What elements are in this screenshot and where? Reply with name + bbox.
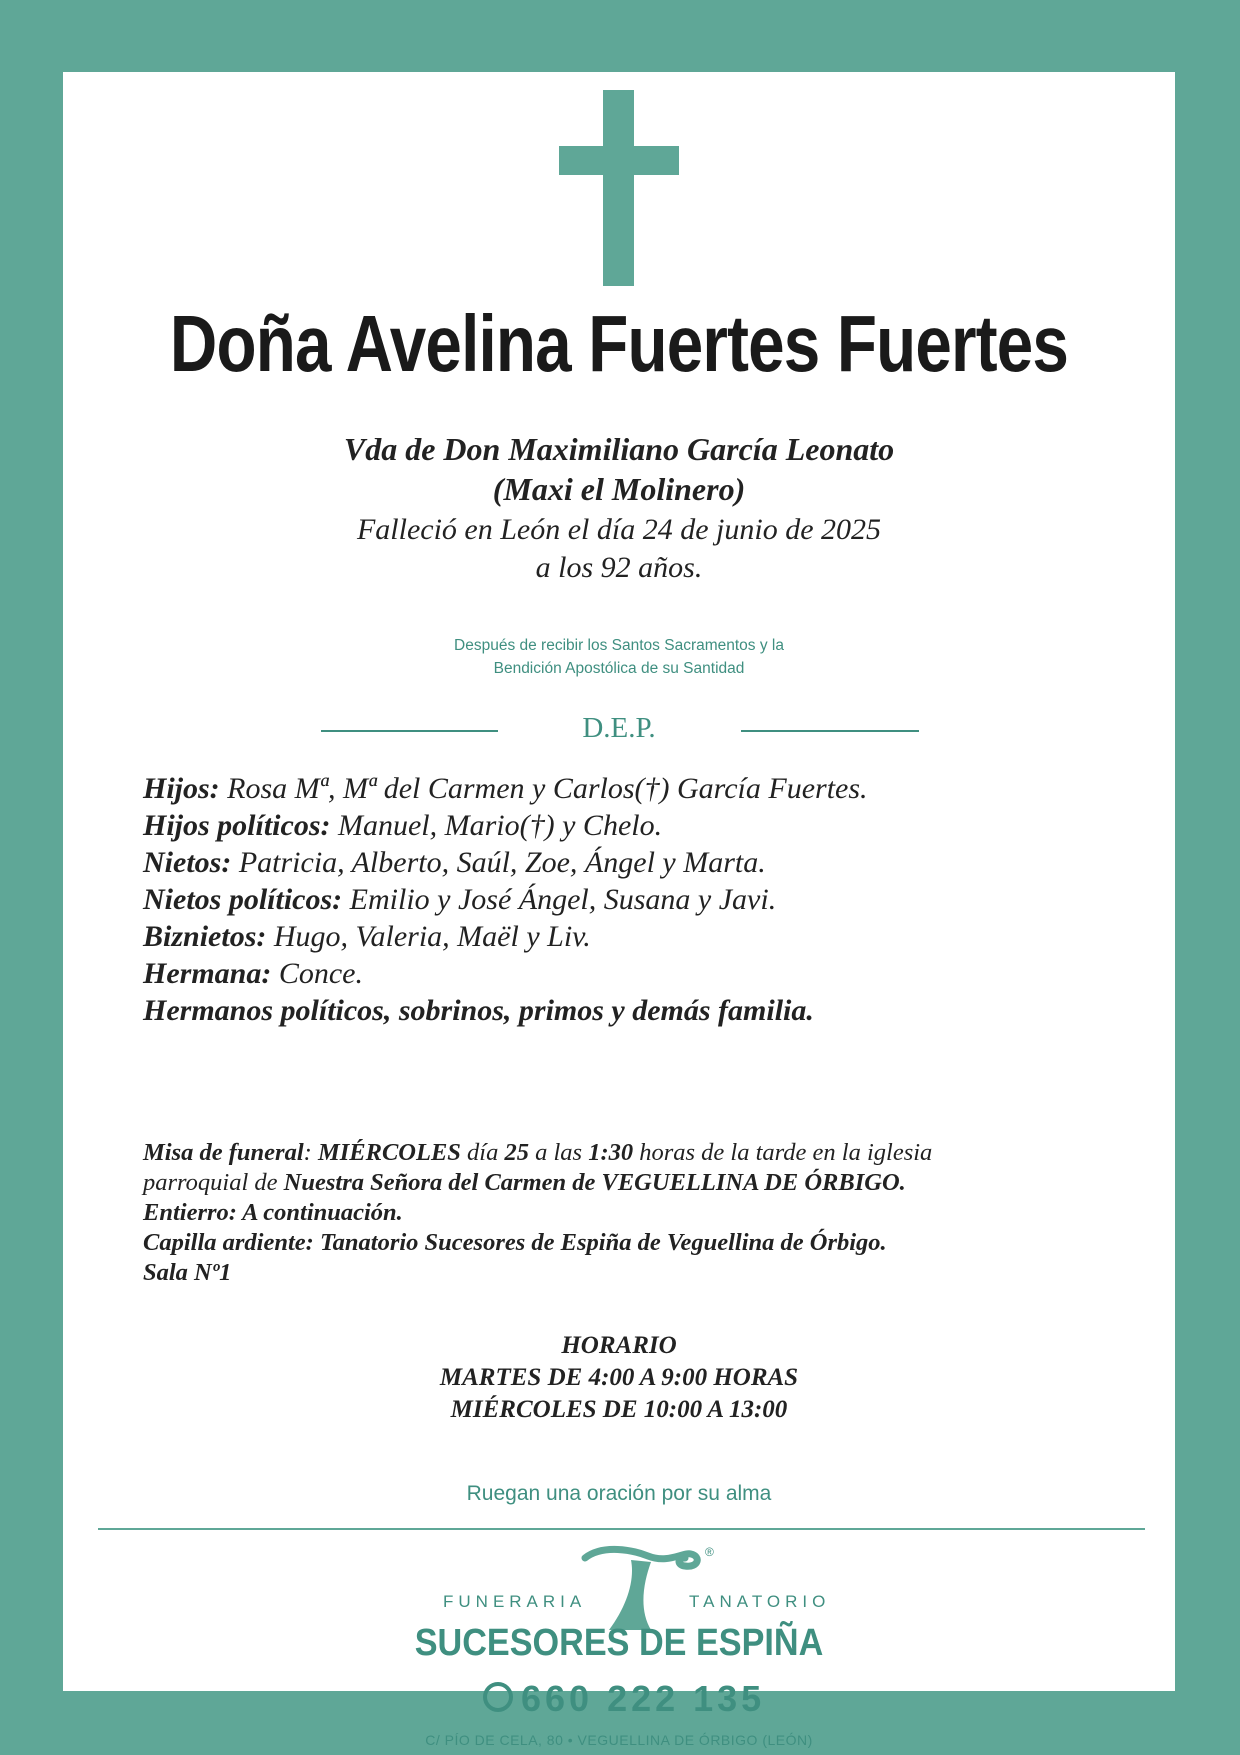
family-line xyxy=(143,770,1103,807)
family-names: Patricia, Alberto, Saúl, Zoe, Ángel y Marta. xyxy=(231,846,766,879)
schedule-title: HORARIO xyxy=(561,1332,677,1359)
sacraments-line-2: Bendición Apostólica de su Santidad xyxy=(493,660,745,677)
family-list xyxy=(143,770,1103,1029)
obituary-sheet xyxy=(63,72,1175,1748)
funeral-text: día xyxy=(460,1139,505,1166)
family-label: Hermana: xyxy=(143,957,272,990)
phone xyxy=(483,1678,783,1722)
family-line xyxy=(143,918,1103,955)
family-names: Rosa Mª, Mª del Carmen y Carlos(†) García Fuertes. xyxy=(219,772,868,805)
family-label: Nietos políticos: xyxy=(143,883,343,916)
dep-divider-right xyxy=(741,730,919,732)
family-names: Emilio y José Ángel, Susana y Javi. xyxy=(342,883,777,916)
funeral-line-1 xyxy=(143,1138,1143,1168)
registered-mark: ® xyxy=(705,1545,714,1559)
family-label: Hijos políticos: xyxy=(143,809,331,842)
phone-number: 660 222 135 xyxy=(521,1678,766,1719)
funeral-time: 1:30 xyxy=(588,1139,634,1166)
footer-divider xyxy=(98,1528,1145,1530)
family-line xyxy=(143,992,1103,1029)
sacraments-note xyxy=(63,634,1175,680)
cross-icon xyxy=(559,90,679,286)
funeral-text: parroquial de xyxy=(143,1169,284,1196)
prayer-request: Ruegan una oración por su alma xyxy=(466,1482,772,1505)
schedule xyxy=(63,1330,1175,1426)
schedule-line-2: MIÉRCOLES DE 10:00 A 13:00 xyxy=(450,1396,788,1423)
family-line xyxy=(143,955,1103,992)
funeral-date: 25 xyxy=(504,1139,529,1166)
funeral-details xyxy=(143,1138,1143,1288)
family-label: Hermanos políticos, sobrinos, primos y demás familia. xyxy=(143,994,814,1027)
death-notice: Falleció en León el día 24 de junio de 2025 xyxy=(356,513,882,546)
funeral-text: horas de la tarde en la iglesia xyxy=(633,1139,933,1166)
tanatorio-label: TANATORIO xyxy=(689,1592,831,1611)
funeral-church: Nuestra Señora del Carmen de VEGUELLINA DE ÓRBIGO. xyxy=(283,1169,906,1196)
funeral-line-2 xyxy=(143,1168,1143,1198)
nickname: (Maxi el Molinero) xyxy=(492,471,746,507)
family-names: Hugo, Valeria, Maël y Liv. xyxy=(266,920,591,953)
phone-icon xyxy=(483,1682,513,1712)
family-names: Manuel, Mario(†) y Chelo. xyxy=(330,809,663,842)
room-line: Sala Nº1 xyxy=(143,1259,232,1286)
company-address: C/ PÍO DE CELA, 80 • VEGUELLINA DE ÓRBIGO (LEÓN) xyxy=(425,1732,813,1748)
funeraria-label: FUNERARIA xyxy=(443,1592,587,1611)
family-label: Biznietos: xyxy=(143,920,267,953)
family-label: Nietos: xyxy=(143,846,232,879)
deceased-name: Doña Avelina Fuertes Fuertes xyxy=(169,299,1069,388)
family-names: Conce. xyxy=(271,957,363,990)
family-line xyxy=(143,881,1103,918)
funeral-text: a las xyxy=(528,1139,589,1166)
funeral-label: Misa de funeral xyxy=(143,1139,304,1166)
chapel-line: Capilla ardiente: Tanatorio Sucesores de Espiña de Veguellina de Órbigo. xyxy=(143,1229,887,1256)
family-line xyxy=(143,807,1103,844)
dep-label: D.E.P. xyxy=(582,712,656,744)
family-label: Hijos: xyxy=(143,772,220,805)
sacraments-line-1: Después de recibir los Santos Sacramentos y la xyxy=(454,637,784,654)
widow-of: Vda de Don Maximiliano García Leonato xyxy=(343,431,895,467)
age: a los 92 años. xyxy=(535,551,703,584)
funeral-day: MIÉRCOLES xyxy=(317,1139,461,1166)
funeral-text: : xyxy=(303,1139,318,1166)
burial-line: Entierro: A continuación. xyxy=(143,1199,403,1226)
company-name: SUCESORES DE ESPIÑA xyxy=(414,1622,824,1664)
family-line xyxy=(143,844,1103,881)
schedule-line-1: MARTES DE 4:00 A 9:00 HORAS xyxy=(439,1364,799,1391)
